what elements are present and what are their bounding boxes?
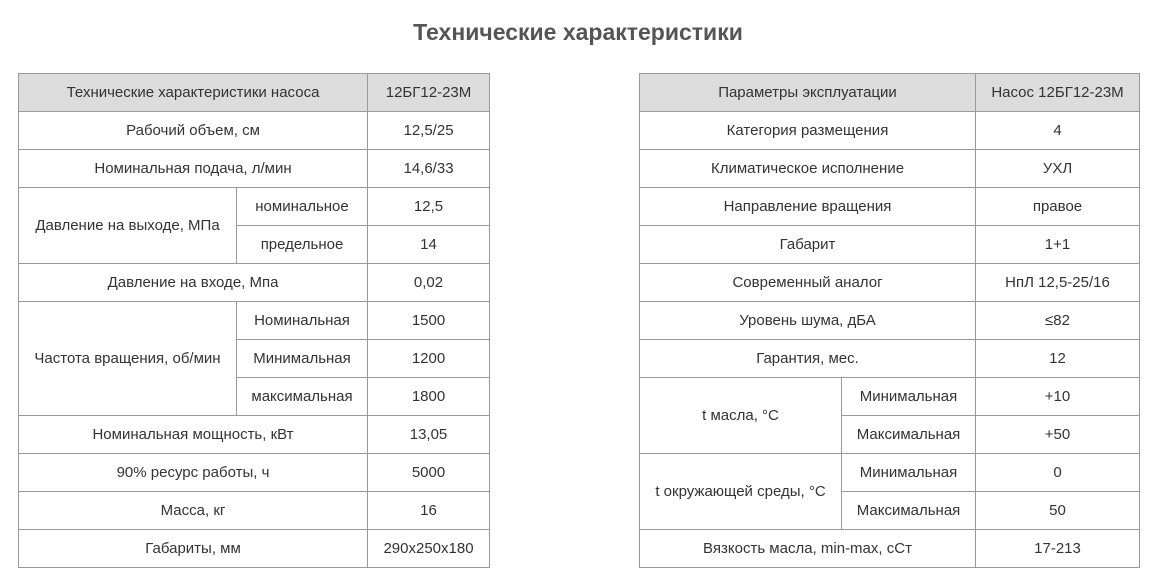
table-row xyxy=(640,454,1140,492)
row-value: 0 xyxy=(976,454,1140,492)
row-value: НпЛ 12,5-25/16 xyxy=(976,264,1140,302)
row-label: Давление на входе, Мпа xyxy=(19,264,368,302)
row-value: +10 xyxy=(976,378,1140,416)
page-title: Технические характеристики xyxy=(413,19,743,45)
row-label: Категория размещения xyxy=(640,112,976,150)
table-row xyxy=(19,492,490,530)
row-label: Масса, кг xyxy=(19,492,368,530)
table-row xyxy=(19,188,490,226)
row-value: 12,5 xyxy=(368,188,490,226)
row-value: 1200 xyxy=(368,340,490,378)
row-value: 5000 xyxy=(368,454,490,492)
row-value: +50 xyxy=(976,416,1140,454)
row-value: 1800 xyxy=(368,378,490,416)
row-value: 17-213 xyxy=(976,530,1140,568)
table-row xyxy=(19,454,490,492)
row-value: ≤82 xyxy=(976,302,1140,340)
row-sublabel: Номинальная xyxy=(237,302,368,340)
row-label: Направление вращения xyxy=(640,188,976,226)
row-value: 14 xyxy=(368,226,490,264)
row-label: Гарантия, мес. xyxy=(640,340,976,378)
row-group-label: Давление на выходе, МПа xyxy=(19,188,237,264)
header-cell: Параметры эксплуатации xyxy=(640,74,976,112)
row-sublabel: номинальное xyxy=(237,188,368,226)
row-value: 4 xyxy=(976,112,1140,150)
row-label: Номинальная мощность, кВт xyxy=(19,416,368,454)
row-value: 290х250х180 xyxy=(368,530,490,568)
row-value: УХЛ xyxy=(976,150,1140,188)
table-row xyxy=(19,530,490,568)
row-label: 90% ресурс работы, ч xyxy=(19,454,368,492)
table-row xyxy=(19,416,490,454)
row-value: 14,6/33 xyxy=(368,150,490,188)
row-value: правое xyxy=(976,188,1140,226)
header-cell: 12БГ12-23М xyxy=(368,74,490,112)
row-label: Климатическое исполнение xyxy=(640,150,976,188)
row-sublabel: Максимальная xyxy=(842,492,976,530)
row-sublabel: Максимальная xyxy=(842,416,976,454)
row-label: Уровень шума, дБА xyxy=(640,302,976,340)
table-row xyxy=(19,302,490,340)
table-row xyxy=(19,150,490,188)
row-value: 0,02 xyxy=(368,264,490,302)
pump-specs-table xyxy=(18,73,490,568)
row-value: 13,05 xyxy=(368,416,490,454)
row-label: Габариты, мм xyxy=(19,530,368,568)
table-row xyxy=(640,150,1140,188)
table-row xyxy=(640,226,1140,264)
operation-params-table xyxy=(639,73,1140,568)
row-value: 12 xyxy=(976,340,1140,378)
row-value: 1+1 xyxy=(976,226,1140,264)
table-row xyxy=(640,112,1140,150)
row-label: Современный аналог xyxy=(640,264,976,302)
row-value: 16 xyxy=(368,492,490,530)
row-sublabel: максимальная xyxy=(237,378,368,416)
row-label: Вязкость масла, min-max, сСт xyxy=(640,530,976,568)
table-row xyxy=(640,530,1140,568)
table-row xyxy=(640,264,1140,302)
table-row xyxy=(640,340,1140,378)
table-row xyxy=(640,378,1140,416)
table-row xyxy=(19,264,490,302)
row-group-label: Частота вращения, об/мин xyxy=(19,302,237,416)
row-sublabel: Минимальная xyxy=(842,454,976,492)
header-cell: Технические характеристики насоса xyxy=(19,74,368,112)
table-row xyxy=(19,112,490,150)
row-label: Габарит xyxy=(640,226,976,264)
table-header-row xyxy=(19,74,490,112)
table-header-row xyxy=(640,74,1140,112)
header-cell: Насос 12БГ12-23М xyxy=(976,74,1140,112)
row-group-label: t масла, °С xyxy=(640,378,842,454)
row-value: 1500 xyxy=(368,302,490,340)
row-sublabel: Минимальная xyxy=(842,378,976,416)
row-sublabel: Минимальная xyxy=(237,340,368,378)
row-value: 12,5/25 xyxy=(368,112,490,150)
row-sublabel: предельное xyxy=(237,226,368,264)
row-label: Рабочий объем, см xyxy=(19,112,368,150)
table-row xyxy=(640,188,1140,226)
row-label: Номинальная подача, л/мин xyxy=(19,150,368,188)
table-row xyxy=(640,302,1140,340)
row-group-label: t окружающей среды, °С xyxy=(640,454,842,530)
row-value: 50 xyxy=(976,492,1140,530)
